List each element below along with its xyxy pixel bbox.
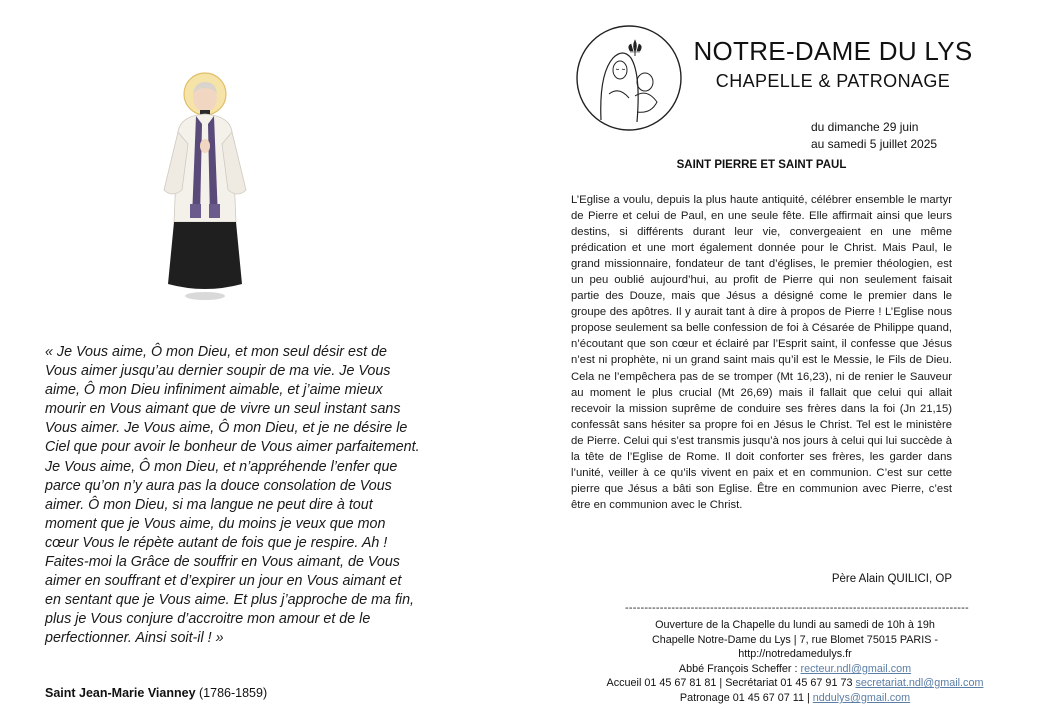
article-signature: Père Alain QUILICI, OP [831, 573, 952, 585]
date-end: au samedi 5 juillet 2025 [811, 137, 938, 151]
website-link[interactable]: http://notredamedulys.fr [738, 648, 852, 660]
footer-divider: ----------------------------------------------------------------------------------------- [625, 602, 969, 614]
chapel-logo [575, 24, 683, 132]
patronage-contact [560, 691, 1030, 706]
attribution-dates: (1786-1859) [195, 686, 268, 700]
saint-illustration [150, 72, 260, 304]
prayer-quote: « Je Vous aime, Ô mon Dieu, et mon seul désir est de Vous aimer jusqu’au dernier soupir de ma vie. Je Vous aime, Ô mon Dieu infiniment aimable, et j’aime mieux mourir en Vous aimant que de vivre un seul instant sans Vous aimer. Je Vous aime, Ô mon Dieu, et je ne désire le Ciel que pour avoir le bonheur de Vous aimer parfaitement. Je Vous aime, Ô mon Dieu, et n’appréhende l’enfer que parce qu’on n’y aura pas la douce consolation de Vous aimer. Ô mon Dieu, si ma langue ne peut dire à tout moment que je Vous aime, du moins je veux que mon cœur Vous le répète autant de fois que je respire. Ah ! Faites-moi la Grâce de souffrir en Vous aimant, de Vous aimer en souffrant et d’expirer un jour en Vous aimant et en sentant que je Vous aime. Et plus j’approche de ma fin, plus je Vous conjure d’accroitre mon amour et de le perfectionner. Ainsi soit-il ! » [45, 344, 420, 647]
accueil-label: Accueil 01 45 67 81 81 | Secrétariat 01 45 67 91 73 [606, 677, 856, 689]
secretariat-email-link[interactable]: secretariat.ndl@gmail.com [855, 677, 984, 689]
chapel-address: Chapelle Notre-Dame du Lys | 7, rue Blomet 75015 PARIS - [651, 634, 939, 646]
article-body: L’Eglise a voulu, depuis la plus haute antiquité, célébrer ensemble le martyr de Pierre et celui de Paul, en une seule fête. Elle affirmait ainsi que leurs destins, si différents durant leur vie, convergeaient en une même prédication et une mort également donnée pour le Christ. Mais Paul, le grand missionnaire, fondateur de tant d’églises, le premier théologien, est un peu oublié aujourd’hui, au profit de Pierre qui non seulement faisait partie des Douze, mais que Jésus a désigné come le premier dans le groupe des apôtres. Il y aurait tant à dire à propos de Pierre ! L’Eglise nous propose seulement sa belle confession de foi à Césarée de Philippe quand, n’écoutant que son cœur et éclairé par l’Esprit saint, il confesse que Jésus n’est ni prophète, ni un grand saint mais qu’il est le Messie, le Fils de Dieu. Cela ne l’empêchera pas de se tromper (Mt 16,23), ni de renier le Sauveur au moment le plus crucial (Mt 26,69) mais il fallait que celui qui allait recevoir la mission suprême de conduire ses frères dans la foi (Jn 21,15) confessât sans hésiter sa propre foi en Jésus le Christ. Tel est le ministère de Pierre. Celui qui s’est transmis jusqu’à nos jours à celui qui lui succède à la tête de l’Eglise de Rome. Il doit conforter ses frères, les garder dans l’unité, veiller à ce qu’ils vivent en paix et en communion. C’est sur cette pierre que Jésus a bâti son Eglise. Être en communion avec Pierre, c’est être en communion avec le Christ. [571, 194, 952, 511]
patronage-label: Patronage 01 45 67 07 11 | [679, 692, 813, 704]
week-dates [811, 119, 937, 153]
abbe-label: Abbé François Scheffer : [678, 663, 801, 675]
quote-attribution [45, 686, 267, 700]
chapel-title: NOTRE-DAME DU LYS [693, 36, 973, 66]
abbe-email-link[interactable]: recteur.ndl@gmail.com [800, 663, 912, 675]
abbe-contact [560, 662, 1030, 677]
opening-hours: Ouverture de la Chapelle du lundi au samedi de 10h à 19h [655, 619, 935, 631]
chapel-subtitle: CHAPELLE & PATRONAGE [715, 71, 951, 91]
accueil-contact [560, 676, 1030, 691]
patronage-email-link[interactable]: nddulys@gmail.com [812, 692, 911, 704]
attribution-name: Saint Jean-Marie Vianney [45, 686, 196, 700]
date-start: du dimanche 29 juin [811, 120, 919, 134]
article-heading: SAINT PIERRE ET SAINT PAUL [676, 159, 847, 171]
